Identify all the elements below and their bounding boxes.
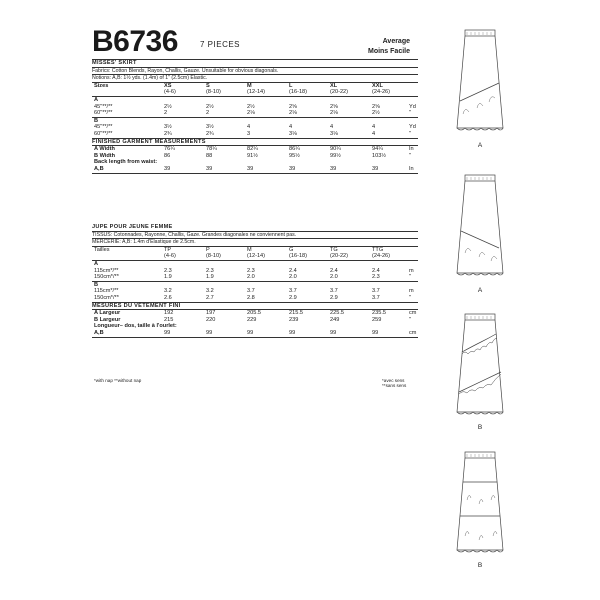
range-cell: (12-14) — [247, 253, 266, 260]
sizes-label: Sizes — [94, 82, 109, 89]
unit-cell: " — [409, 152, 411, 159]
size-cell: G — [289, 246, 294, 253]
view-b-rows-fr — [92, 288, 418, 301]
back-length-label-en — [92, 159, 418, 166]
table-row — [92, 268, 418, 275]
value-cell: 90¼ — [330, 146, 341, 153]
fabrics-en: Fabrics: Cotton Blends, Rayon, Challis, Gauze. Unsuitable for obvious diagonals. — [92, 67, 279, 74]
unit-cell: " — [409, 110, 411, 117]
back-length-rows-en — [92, 166, 418, 173]
value-cell: 2¾ — [206, 130, 214, 137]
unit-cell: Yd — [409, 124, 416, 131]
value-cell: 215.5 — [289, 310, 303, 317]
english-yardage-chart — [92, 59, 418, 174]
value-cell: 99 — [247, 329, 254, 336]
range-cell: (8-10) — [206, 253, 221, 260]
value-cell: 3½ — [164, 124, 172, 131]
row-label: 60"**/** — [94, 130, 113, 137]
value-cell: 39 — [247, 165, 254, 172]
unit-cell: " — [409, 294, 411, 301]
value-cell: 39 — [289, 165, 296, 172]
unit-cell: cm — [409, 310, 417, 317]
value-cell: 235.5 — [372, 310, 386, 317]
pieces-count: 7 PIECES — [200, 40, 241, 49]
fgm-title-en: FINISHED GARMENT MEASUREMENTS — [92, 138, 206, 145]
unit-cell: m — [409, 267, 414, 274]
sizes-row-en — [92, 83, 418, 90]
row-label: A,B — [94, 165, 104, 172]
value-cell: 3.7 — [289, 288, 297, 295]
value-cell: 4 — [247, 124, 251, 131]
sizes-row-fr — [92, 247, 418, 254]
table-row — [92, 295, 418, 302]
unit-cell: In — [409, 165, 414, 172]
value-cell: 88 — [206, 152, 213, 159]
value-cell: 229 — [247, 316, 257, 323]
value-cell: 2.4 — [289, 267, 297, 274]
value-cell: 2.0 — [289, 274, 297, 281]
value-cell: 2½ — [247, 103, 255, 110]
size-cell: TP — [164, 246, 172, 253]
table-row — [92, 104, 418, 111]
value-cell: 2.3 — [164, 267, 172, 274]
row-label: 60"**/** — [94, 110, 113, 117]
value-cell: 2⅛ — [247, 110, 255, 117]
value-cell: 3.7 — [247, 288, 255, 295]
value-cell: 3⅛ — [289, 130, 297, 137]
value-cell: 39 — [372, 165, 379, 172]
view-label: B — [94, 117, 99, 124]
row-label: A Largeur — [94, 310, 121, 317]
value-cell: 94¼ — [372, 146, 383, 153]
value-cell: 239 — [289, 316, 299, 323]
value-cell: 39 — [330, 165, 337, 172]
value-cell: 197 — [206, 310, 216, 317]
view-a-label-en — [92, 97, 418, 104]
value-cell: 259 — [372, 316, 382, 323]
table-row — [92, 166, 418, 173]
value-cell: 2 — [164, 110, 168, 117]
value-cell: 2.6 — [164, 294, 172, 301]
value-cell: 95½ — [289, 152, 300, 159]
figure-label: B — [477, 562, 483, 569]
table-row — [92, 153, 418, 160]
ranges-row-en — [92, 89, 418, 96]
value-cell: 3⅛ — [330, 130, 338, 137]
section-title-fr: JUPE POUR JEUNE FEMME — [92, 224, 173, 230]
value-cell: 2½ — [372, 110, 380, 117]
notions-fr: MERCERIE: A,B: 1.4m d'Élastique de 2.5cm. — [92, 239, 196, 246]
view-label: A — [94, 260, 99, 267]
view-a-rows-en — [92, 104, 418, 117]
size-cell: XL — [330, 82, 338, 89]
back-length-label: Longueur– dos, taille à l'ourlet: — [94, 323, 177, 330]
value-cell: 2⅝ — [372, 103, 380, 110]
fgm-rows-en — [92, 146, 418, 159]
value-cell: 4 — [372, 124, 376, 131]
back-length-rows-fr — [92, 330, 418, 337]
value-cell: 2.0 — [330, 274, 338, 281]
figure-label: A — [477, 142, 483, 149]
view-b-label-en — [92, 118, 418, 125]
range-cell: (16-18) — [289, 253, 308, 260]
unit-cell: In — [409, 146, 414, 153]
value-cell: 2⅝ — [330, 103, 338, 110]
unit-cell: " — [409, 316, 411, 323]
table-row — [92, 131, 418, 138]
figure-label: A — [477, 287, 483, 294]
unit-cell: " — [409, 274, 411, 281]
view-b-label-fr — [92, 282, 418, 289]
footnote-en: *with nap **without nap — [94, 378, 142, 383]
range-cell: (8-10) — [206, 89, 221, 96]
unit-cell: " — [409, 130, 411, 137]
sizes-label: Tailles — [94, 246, 110, 253]
value-cell: 3½ — [206, 124, 214, 131]
unit-cell: m — [409, 288, 414, 295]
size-cell: TTG — [372, 246, 384, 253]
value-cell: 86¼ — [289, 146, 300, 153]
row-label: 45"**/** — [94, 124, 113, 131]
value-cell: 3.2 — [206, 288, 214, 295]
value-cell: 1.9 — [206, 274, 214, 281]
section-title-en: MISSES' SKIRT — [92, 60, 137, 66]
size-cell: S — [206, 82, 210, 89]
value-cell: 192 — [164, 310, 174, 317]
view-a-rows-fr — [92, 268, 418, 281]
value-cell: 2¾ — [164, 130, 172, 137]
notions-en: Notions: A,B: 1½ yds. (1.4m) of 1" (2.5cm) Elastic. — [92, 75, 208, 82]
value-cell: 86 — [164, 152, 171, 159]
unit-cell: cm — [409, 329, 417, 336]
range-cell: (24-26) — [372, 89, 391, 96]
value-cell: 2.3 — [372, 274, 380, 281]
value-cell: 91½ — [247, 152, 258, 159]
value-cell: 249 — [330, 316, 340, 323]
back-length-label-fr — [92, 323, 418, 330]
row-label: 150cm*/** — [94, 274, 119, 281]
row-label: 150cm*/** — [94, 294, 119, 301]
value-cell: 2⅛ — [330, 110, 338, 117]
skirt-view-b-back-illustration — [449, 450, 511, 560]
size-cell: XS — [164, 82, 172, 89]
value-cell: 99 — [289, 329, 296, 336]
row-label: A,B — [94, 329, 104, 336]
row-label: B Largeur — [94, 316, 121, 323]
range-cell: (20-22) — [330, 253, 349, 260]
value-cell: 2 — [206, 110, 210, 117]
value-cell: 82¼ — [247, 146, 258, 153]
footnote-fr: *avec sens **sans sens — [382, 378, 407, 388]
value-cell: 99 — [164, 329, 171, 336]
value-cell: 99 — [206, 329, 213, 336]
value-cell: 2½ — [206, 103, 214, 110]
value-cell: 99 — [330, 329, 337, 336]
fabrics-fr: TISSUS: Cotonnades, Rayonne, Challis, Gaze. Grandes diagonales ne conviennent pas. — [92, 231, 297, 238]
value-cell: 2⅛ — [289, 110, 297, 117]
value-cell: 3.7 — [372, 288, 380, 295]
size-cell: TG — [330, 246, 338, 253]
skirt-view-a-front-illustration — [449, 28, 511, 138]
size-cell: P — [206, 246, 210, 253]
value-cell: 3.2 — [164, 288, 172, 295]
value-cell: 2.4 — [330, 267, 338, 274]
ranges-row-fr — [92, 253, 418, 260]
value-cell: 99½ — [330, 152, 341, 159]
fgm-rows-fr — [92, 310, 418, 323]
value-cell: 2.4 — [372, 267, 380, 274]
value-cell: 215 — [164, 316, 174, 323]
range-cell: (12-14) — [247, 89, 266, 96]
table-row — [92, 310, 418, 317]
value-cell: 2⅝ — [289, 103, 297, 110]
unit-cell: Yd — [409, 103, 416, 110]
value-cell: 2.7 — [206, 294, 214, 301]
value-cell: 4 — [289, 124, 293, 131]
row-label: 115cm*/** — [94, 288, 119, 295]
table-row — [92, 110, 418, 117]
value-cell: 220 — [206, 316, 216, 323]
pattern-code: B6736 — [92, 25, 178, 58]
row-label: 45"**/** — [94, 103, 113, 110]
range-cell: (4-6) — [164, 89, 176, 96]
view-label: A — [94, 96, 99, 103]
value-cell: 3 — [247, 130, 251, 137]
range-cell: (20-22) — [330, 89, 349, 96]
value-cell: 78¼ — [206, 146, 217, 153]
value-cell: 3.7 — [330, 288, 338, 295]
value-cell: 3.7 — [372, 294, 380, 301]
value-cell: 2.3 — [247, 267, 255, 274]
french-yardage-chart — [92, 224, 418, 338]
table-row — [92, 288, 418, 295]
view-a-label-fr — [92, 261, 418, 268]
table-row — [92, 317, 418, 324]
range-cell: (24-26) — [372, 253, 391, 260]
size-cell: L — [289, 82, 293, 89]
skirt-view-a-back-illustration — [449, 173, 511, 283]
table-row — [92, 124, 418, 131]
size-cell: M — [247, 246, 252, 253]
value-cell: 2.9 — [289, 294, 297, 301]
value-cell: 2.0 — [247, 274, 255, 281]
value-cell: 4 — [372, 130, 376, 137]
row-label: 115cm*/** — [94, 267, 119, 274]
table-row — [92, 330, 418, 337]
row-label: B Width — [94, 152, 116, 159]
value-cell: 225.5 — [330, 310, 344, 317]
value-cell: 4 — [330, 124, 334, 131]
value-cell: 2½ — [164, 103, 172, 110]
back-length-label: Back length from waist: — [94, 159, 158, 166]
row-label: A Width — [94, 146, 115, 153]
size-cell: M — [247, 82, 252, 89]
value-cell: 2.9 — [330, 294, 338, 301]
table-row — [92, 146, 418, 153]
table-row — [92, 274, 418, 281]
size-cell: XXL — [372, 82, 383, 89]
value-cell: 205.5 — [247, 310, 261, 317]
value-cell: 1.9 — [164, 274, 172, 281]
value-cell: 2.3 — [206, 267, 214, 274]
value-cell: 99 — [372, 329, 379, 336]
value-cell: 39 — [206, 165, 213, 172]
value-cell: 76¼ — [164, 146, 175, 153]
fgm-title-fr: MESURES DU VÊTEMENT FINI — [92, 302, 181, 309]
difficulty-level — [368, 37, 410, 57]
view-label: B — [94, 281, 99, 288]
view-b-rows-en — [92, 124, 418, 137]
range-cell: (4-6) — [164, 253, 176, 260]
range-cell: (16-18) — [289, 89, 308, 96]
value-cell: 2.8 — [247, 294, 255, 301]
level-fr: Moins Facile — [367, 48, 410, 55]
skirt-view-b-front-illustration — [449, 312, 511, 422]
value-cell: 39 — [164, 165, 171, 172]
level-en: Average — [382, 38, 410, 45]
value-cell: 103½ — [372, 152, 386, 159]
figure-label: B — [477, 424, 483, 431]
